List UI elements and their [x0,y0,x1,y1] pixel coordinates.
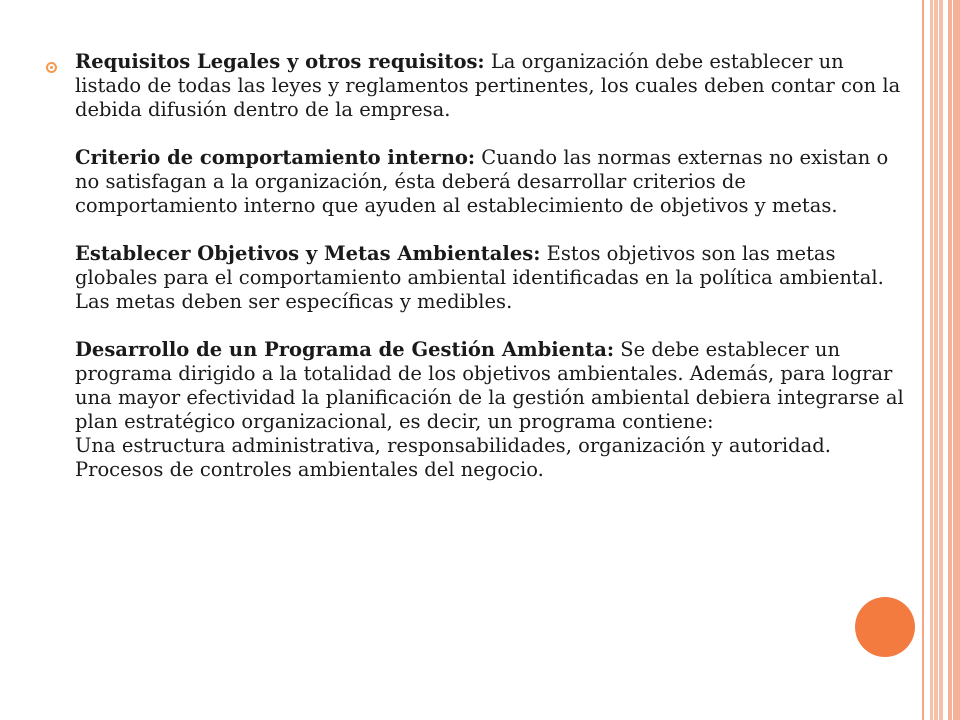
paragraph-management-program [75,338,906,434]
program-line-processes: Procesos de controles ambientales del negocio. [75,458,544,481]
paragraph-body: Cuando las normas externas no existan o no satisfagan a la organización, ésta deberá desarrollar criterios de comportamiento interno que ayuden al establecimiento de objetivos y metas. [75,146,889,217]
paragraph-heading: Desarrollo de un Programa de Gestión Ambienta: [75,338,615,361]
paragraph-heading: Requisitos Legales y otros requisitos: [75,50,485,73]
paragraph-internal-criteria [75,146,906,218]
paragraph-heading: Criterio de comportamiento interno: [75,146,476,169]
paragraph-environmental-goals [75,242,906,314]
bullet-text [75,50,906,482]
paragraph-body: La organización debe establecer un listado de todas las leyes y reglamentos pertinentes, los cuales deben contar con la debida difusión dentro de la empresa. [75,50,901,121]
paragraph-body: Estos objetivos son las metas globales para el comportamiento ambiental identificadas en la política ambiental. Las metas deben ser específicas y medibles. [75,242,884,313]
paragraph-legal-requirements [75,50,906,122]
paragraph-body: Se debe establecer un programa dirigido a la totalidad de los objetivos ambientales. Además, para lograr una mayor efectividad la planificación de la gestión ambiental debiera integrarse al plan estratégico organizacional, es decir, un programa contiene: [75,338,904,433]
paragraph-heading: Establecer Objetivos y Metas Ambientales: [75,242,541,265]
decorative-circle [855,597,915,657]
program-line-structure: Una estructura administrativa, responsabilidades, organización y autoridad. [75,434,831,457]
slide-body [46,50,906,482]
bullet-icon [46,62,57,73]
